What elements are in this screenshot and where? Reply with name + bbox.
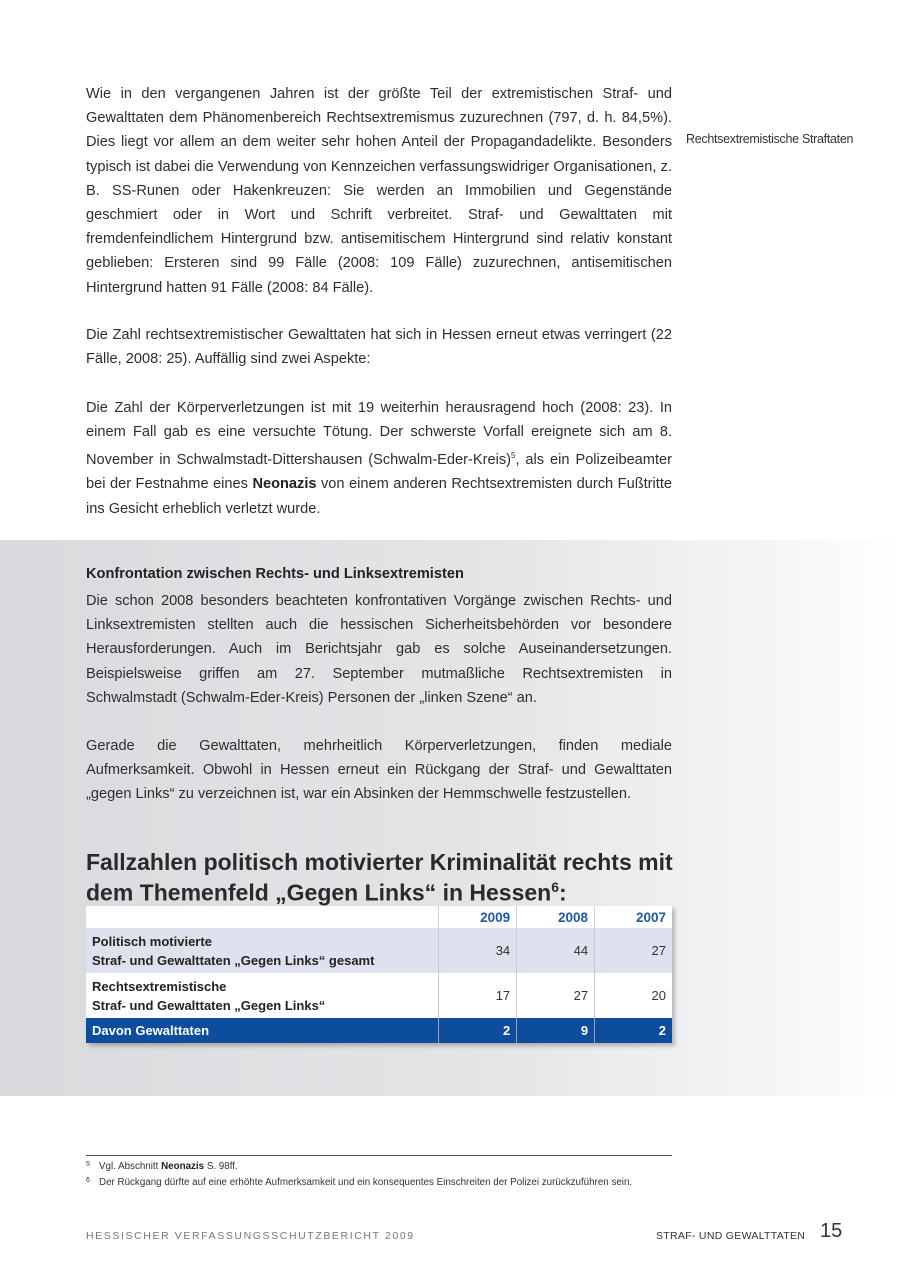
- table-row: [86, 928, 672, 973]
- paragraph-bodily-harm: Die Zahl der Körperverletzungen ist mit 19 weiterhin herausragend hoch (2008: 23). In einem Fall gab es eine versuchte Tötung. Der schwerste Vorfall ereignete sich am 8. November in Schwalmstadt-Dittershausen (Schwalm-Eder-Kreis)$^5$, als ein Polizeibeamter bei der Festnahme eines Neonazis von einem anderen Rechtsextremisten durch Fußtritte ins Gesicht erheblich verletzt wurde.: [86, 400, 672, 517]
- footnote-5: 5 Vgl. Abschnitt Neonazis S. 98ff.: [86, 1161, 238, 1172]
- margin-note: Rechtsextremistische Straftaten: [686, 132, 854, 146]
- box-paragraph-1: Die schon 2008 besonders beachteten konfrontativen Vorgänge zwischen Rechts- und Linksextremisten stellten auch die hessischen Sicherheitsbehörden vor besondere Herausforderungen. Auch im Berichtsjahr gab es solche Auseinandersetzungen. Beispielsweise griffen am 27. September mutmaßliche Rechtsextremisten in Schwalmstadt (Schwalm-Eder-Kreis) Personen der „linken Szene“ an.: [86, 593, 672, 706]
- paragraph-violence-count: Die Zahl rechtsextremistischer Gewalttaten hat sich in Hessen erneut etwas verringert (22 Fälle, 2008: 25). Auffällig sind zwei Aspekte:: [86, 327, 672, 368]
- table-cell: 9: [517, 1018, 595, 1043]
- year-header: 2009: [439, 906, 517, 928]
- table-cell: 27: [517, 973, 595, 1018]
- table-cell: 20: [595, 973, 672, 1018]
- footnote-ref-5[interactable]: 5: [510, 451, 516, 461]
- table-cell: 34: [439, 928, 517, 973]
- neonazis-term: Neonazis: [252, 476, 317, 493]
- footnote-divider: [86, 1155, 672, 1156]
- table-row: [86, 973, 672, 1018]
- year-header: 2007: [595, 906, 672, 928]
- footnote-ref-6[interactable]: 6: [551, 879, 560, 895]
- table-cell: 2: [439, 1018, 517, 1043]
- table-cell: 17: [439, 973, 517, 1018]
- table-title: Fallzahlen politisch motivierter Kriminalität rechts mit dem Themenfeld „Gegen Links“ in Hessen$^6$:: [86, 849, 673, 906]
- page-number: 15: [820, 1220, 843, 1242]
- paragraph-extremist-offences: Wie in den vergangenen Jahren ist der größte Teil der extremistischen Straf- und Gewalttaten dem Phänomenbereich Rechtsextremismus zuzurechnen (797, d. h. 84,5%). Dies liegt vor allem an dem weiter sehr hohen Anteil der Propagandadelikte. Besonders typisch ist dabei die Verwendung von Kennzeichen verfassungswidriger Organisationen, z. B. SS-Runen oder Hakenkreuzen: Sie werden an Immobilien und Gegenstände geschmiert oder in Wort und Schrift verbreitet. Straf- und Gewalttaten mit fremdenfeindlichem Hintergrund bzw. antisemitischem Hintergrund sind relativ konstant geblieben: Ersteren sind 99 Fälle (2008: 109 Fälle) zuzurechnen, antisemitischen Hintergrund hatten 91 Fälle (2008: 84 Fälle).: [86, 86, 672, 296]
- footer-publication: HESSISCHER VERFASSUNGSSCHUTZBERICHT 2009: [86, 1230, 415, 1242]
- box-paragraph-2: Gerade die Gewalttaten, mehrheitlich Körperverletzungen, finden mediale Aufmerksamkeit. Obwohl in Hessen erneut ein Rückgang der Straf- und Gewalttaten „gegen Links“ zu verzeichnen ist, war ein Absinken der Hemmschwelle festzustellen.: [86, 738, 672, 803]
- footnotes: [86, 1159, 706, 1191]
- statistics-table: [86, 906, 672, 1043]
- footnote-6: 6 Der Rückgang dürfte auf eine erhöhte Aufmerksamkeit und ein konsequentes Einschreiten der Polizei zurückzuführen sein.: [86, 1177, 633, 1188]
- row-label: Politisch motivierte Straf- und Gewalttaten „Gegen Links“ gesamt: [86, 928, 439, 973]
- year-header: 2008: [517, 906, 595, 928]
- table-cell: 44: [517, 928, 595, 973]
- row-label: Davon Gewalttaten: [86, 1018, 439, 1043]
- table-cell: 27: [595, 928, 672, 973]
- footer-section: STRAF- UND GEWALTTATEN: [656, 1230, 806, 1242]
- table-row: [86, 1018, 672, 1043]
- box-heading: Konfrontation zwischen Rechts- und Linksextremisten: [86, 566, 464, 582]
- table-cell: 2: [595, 1018, 672, 1043]
- row-label: Rechtsextremistische Straf- und Gewalttaten „Gegen Links“: [86, 973, 439, 1018]
